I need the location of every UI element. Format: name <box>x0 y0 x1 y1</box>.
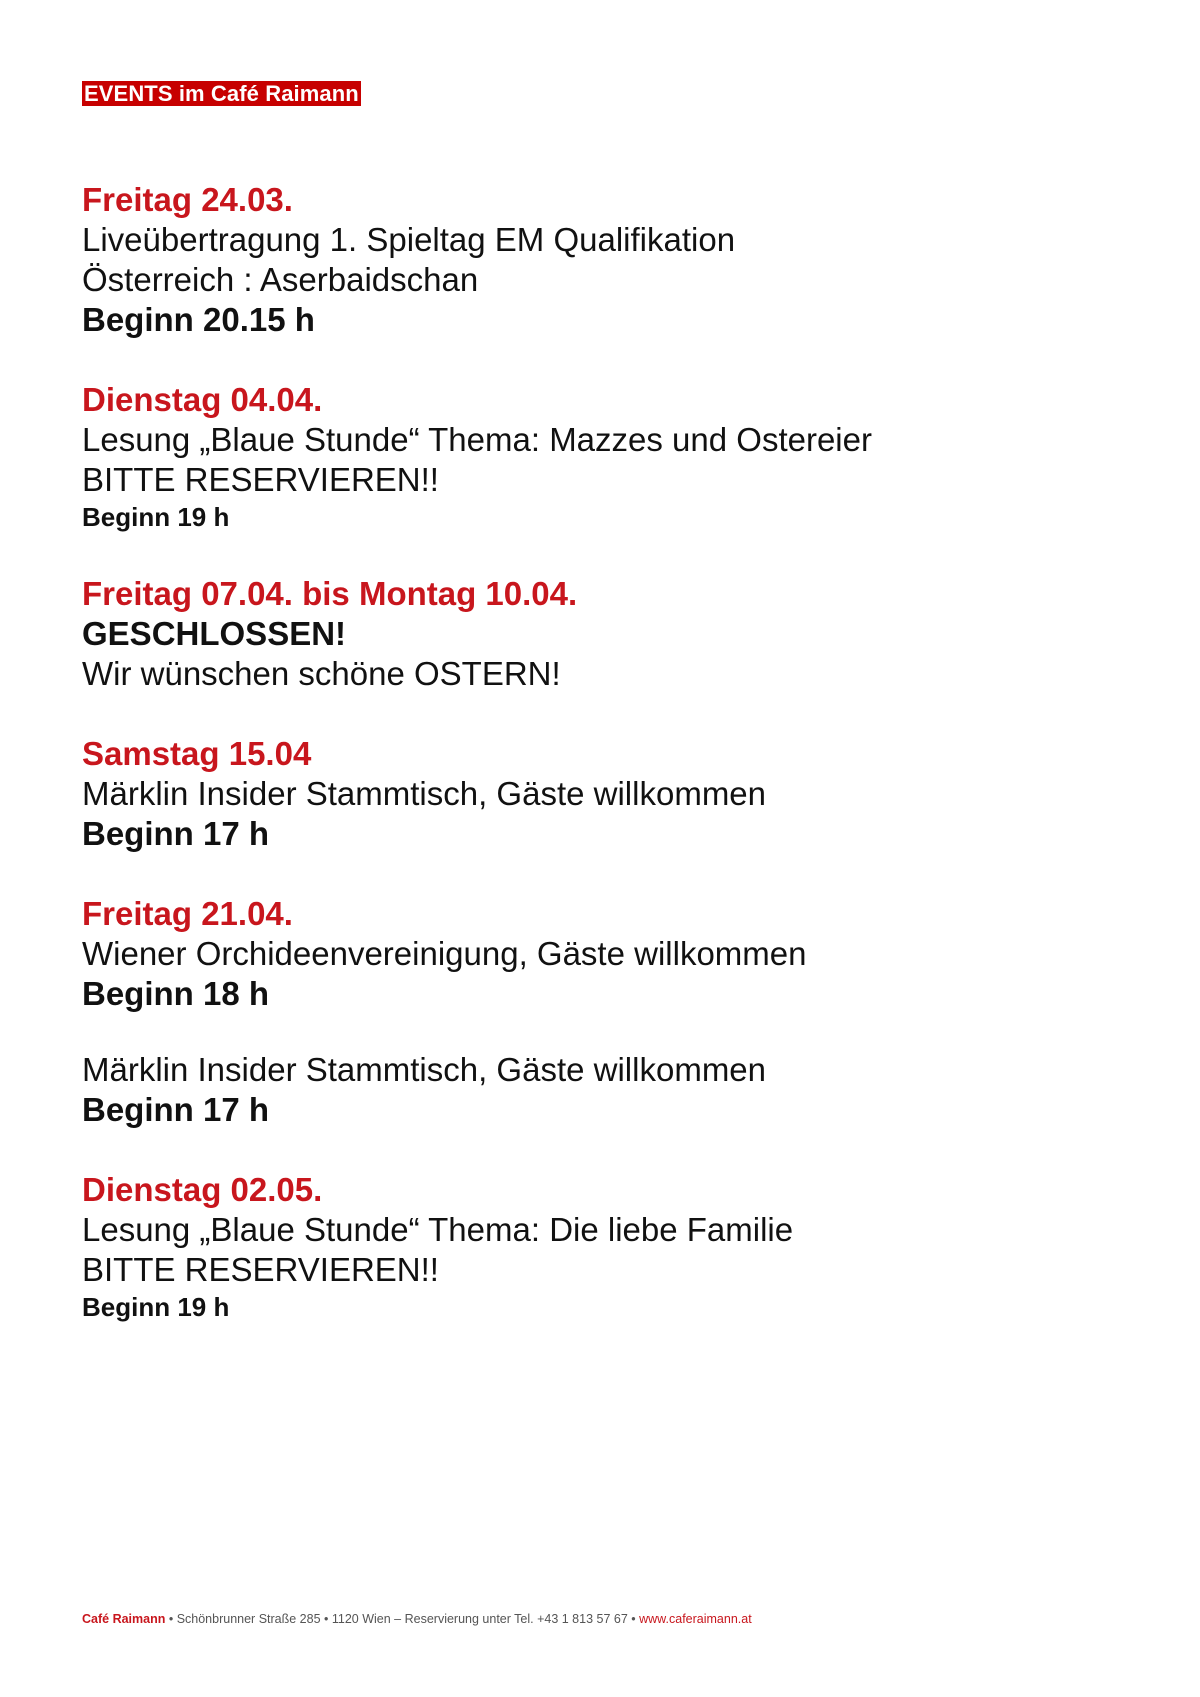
document-page <box>82 0 1132 1697</box>
event-description: Wir wünschen schöne OSTERN! <box>82 655 561 692</box>
event-item <box>82 1170 1132 1324</box>
event-start-time: Beginn 17 h <box>82 1091 270 1128</box>
event-description: Lesung „Blaue Stunde“ Thema: Mazzes und Ostereier <box>82 421 872 458</box>
event-description: Österreich : Aserbaidschan <box>82 261 479 298</box>
event-description: Märklin Insider Stammtisch, Gäste willkommen <box>82 775 767 812</box>
event-start-time: Beginn 19 h <box>82 502 230 532</box>
event-item <box>82 380 1132 534</box>
event-item <box>82 734 1132 854</box>
page-footer <box>82 1611 752 1627</box>
footer-reservation-phone: – Reservierung unter Tel. +43 1 813 57 67 <box>390 1612 628 1626</box>
footer-website-link[interactable]: www.caferaimann.at <box>639 1612 752 1626</box>
event-reservation-note: BITTE RESERVIEREN!! <box>82 1251 439 1288</box>
footer-city: 1120 Wien <box>331 1612 391 1626</box>
event-date: Dienstag 04.04. <box>82 381 323 418</box>
event-reservation-note: BITTE RESERVIEREN!! <box>82 461 439 498</box>
event-description: Lesung „Blaue Stunde“ Thema: Die liebe Familie <box>82 1211 794 1248</box>
event-item <box>82 894 1132 1014</box>
event-description: Märklin Insider Stammtisch, Gäste willkommen <box>82 1051 767 1088</box>
footer-separator: • <box>320 1612 332 1626</box>
event-list <box>82 180 1132 1324</box>
footer-separator: • <box>165 1612 177 1626</box>
event-item <box>82 1050 1132 1130</box>
event-date: Samstag 15.04 <box>82 735 312 772</box>
event-date: Freitag 07.04. bis Montag 10.04. <box>82 575 578 612</box>
event-start-time: Beginn 19 h <box>82 1292 230 1322</box>
footer-brand: Café Raimann <box>82 1612 166 1626</box>
event-date: Dienstag 02.05. <box>82 1171 323 1208</box>
event-date: Freitag 24.03. <box>82 181 293 218</box>
footer-address: Schönbrunner Straße 285 <box>176 1612 321 1626</box>
event-item <box>82 180 1132 340</box>
event-item <box>82 574 1132 694</box>
event-start-time: Beginn 20.15 h <box>82 301 315 338</box>
footer-separator: • <box>627 1612 640 1626</box>
event-closed-notice: GESCHLOSSEN! <box>82 615 347 652</box>
event-description: Liveübertragung 1. Spieltag EM Qualifikation <box>82 221 736 258</box>
event-start-time: Beginn 17 h <box>82 815 270 852</box>
event-start-time: Beginn 18 h <box>82 975 270 1012</box>
page-title: EVENTS im Café Raimann <box>84 81 359 106</box>
event-description: Wiener Orchideenvereinigung, Gäste willkommen <box>82 935 807 972</box>
event-date: Freitag 21.04. <box>82 895 293 932</box>
